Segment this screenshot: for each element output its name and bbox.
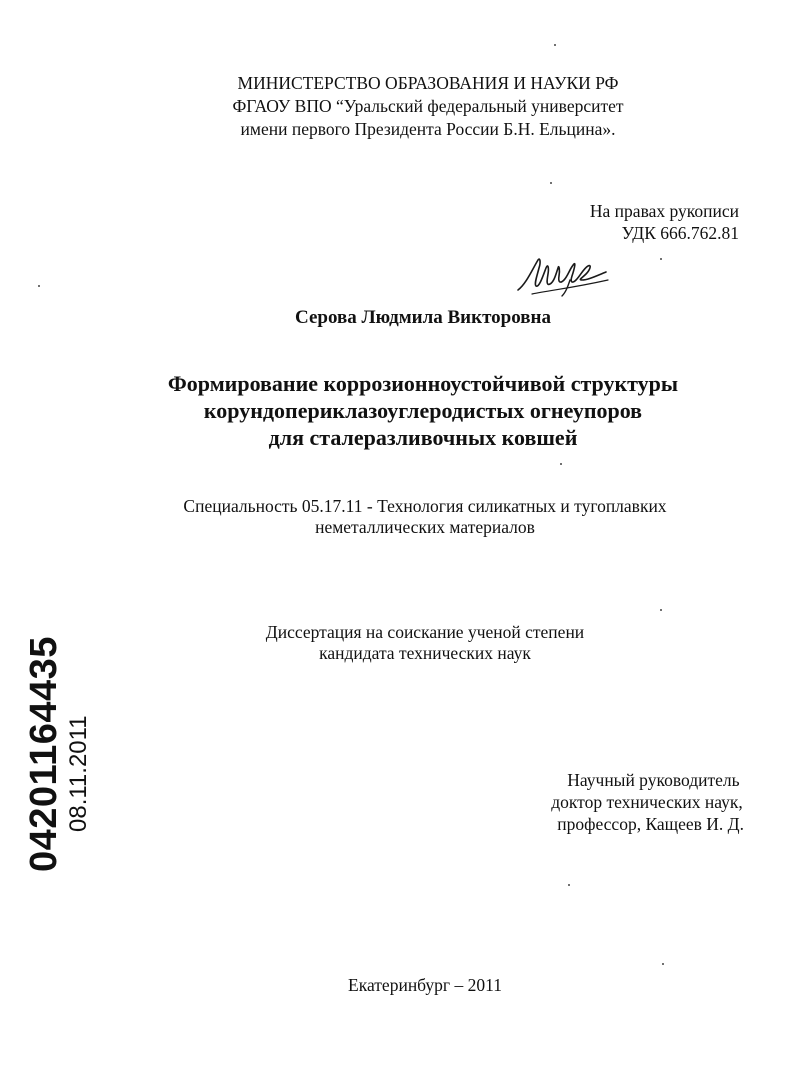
- scan-speck: [550, 182, 552, 184]
- degree-line: Диссертация на соискание ученой степени: [265, 622, 585, 642]
- handwritten-signature: [512, 250, 612, 298]
- supervisor-degree: доктор технических наук,: [551, 792, 743, 812]
- university-name-line: имени первого Президента России Б.Н. Ельцина».: [240, 119, 616, 139]
- manuscript-notice: [590, 200, 739, 244]
- udc-code: УДК 666.762.81: [621, 223, 739, 243]
- title-line: корундопериклазоуглеродистых огнеупоров: [203, 398, 643, 423]
- supervisor-name: профессор, Кащеев И. Д.: [557, 814, 744, 834]
- university-line: ФГАОУ ВПО “Уральский федеральный университет: [232, 96, 624, 116]
- author-name: Серова Людмила Викторовна: [295, 307, 551, 328]
- dissertation-title: [25, 370, 796, 451]
- specialty-line: неметаллических материалов: [315, 517, 535, 537]
- scan-speck: [38, 285, 40, 287]
- specialty: [27, 496, 796, 538]
- degree-line: кандидата технических наук: [319, 643, 531, 663]
- manuscript-rights: На правах рукописи: [589, 201, 739, 221]
- scan-speck: [568, 884, 570, 886]
- title-line: для сталеразливочных ковшей: [268, 425, 578, 450]
- scan-speck: [554, 44, 556, 46]
- stamp-number: 04201164435: [23, 636, 65, 872]
- city-year: Екатеринбург – 2011: [348, 975, 502, 995]
- scan-speck: [560, 463, 562, 465]
- title-line: Формирование коррозионноустойчивой структуры: [167, 371, 679, 396]
- degree-statement: [27, 622, 796, 664]
- stamp-date: 08.11.2011: [65, 715, 92, 832]
- ministry-line: МИНИСТЕРСТВО ОБРАЗОВАНИЯ И НАУКИ РФ: [237, 73, 619, 93]
- library-stamp: [22, 632, 112, 872]
- supervisor-role: Научный руководитель: [567, 770, 740, 790]
- scientific-supervisor: [551, 769, 744, 835]
- specialty-line: Специальность 05.17.11 - Технология силикатных и тугоплавких: [183, 496, 667, 516]
- institution-header: [30, 72, 796, 141]
- scan-speck: [660, 609, 662, 611]
- scan-speck: [662, 963, 664, 965]
- scan-speck: [660, 258, 662, 260]
